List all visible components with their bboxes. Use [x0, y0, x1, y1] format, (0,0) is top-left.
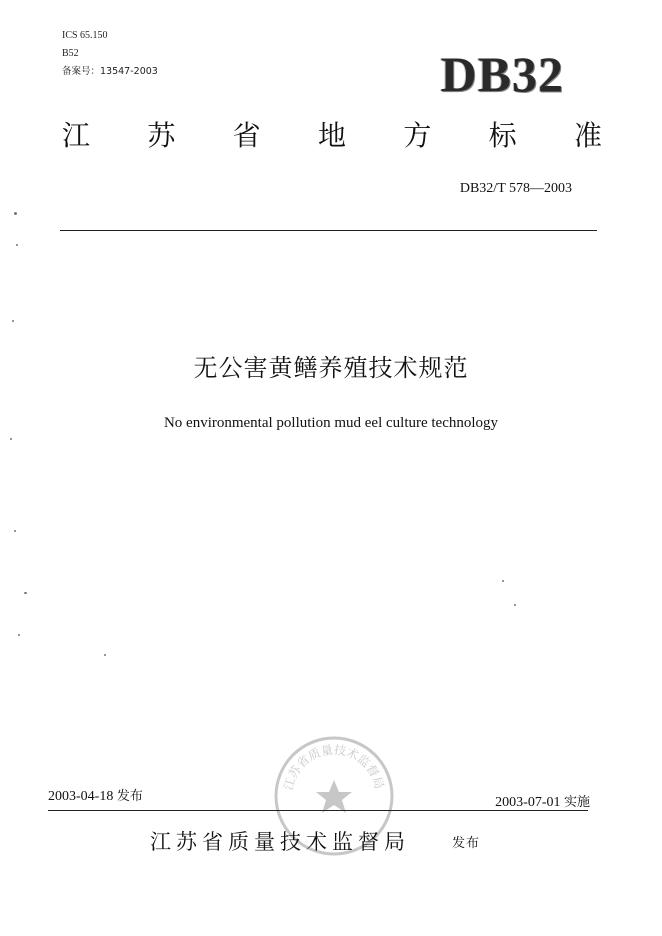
document-title: 无公害黄鳝养殖技术规范: [193, 354, 469, 382]
scan-speck: [14, 212, 17, 215]
issuing-authority-suffix: 发布: [452, 836, 481, 851]
issue-date-value: 2003-04-18: [48, 789, 114, 804]
registration-number: 备案号：13547-2003: [62, 66, 158, 77]
scan-speck: [18, 634, 20, 636]
heading-char: 准: [573, 119, 602, 152]
category-code: B52: [62, 48, 79, 59]
issue-date-label: 发布: [116, 789, 143, 804]
svg-text:江苏省质量技术监督局: [281, 742, 386, 792]
heading-char: 省: [232, 119, 261, 152]
star-icon: [316, 780, 352, 813]
scan-speck: [12, 320, 14, 322]
scan-speck: [502, 580, 504, 582]
local-standard-heading: [62, 118, 602, 154]
heading-char: 苏: [147, 119, 176, 152]
scan-speck: [14, 530, 16, 532]
issuing-authority: 江苏省质量技术监督局: [150, 830, 410, 854]
heading-char: 方: [403, 119, 432, 152]
standard-code-logo: DB32: [440, 46, 564, 102]
heading-char: 江: [62, 119, 91, 152]
heading-char: 标: [488, 119, 517, 152]
implementation-date-value: 2003-07-01: [495, 795, 561, 810]
issue-date: [48, 788, 143, 806]
seal-text: 江苏省质量技术监督局: [281, 742, 387, 792]
ics-code: ICS 65.150: [62, 30, 108, 41]
scan-speck: [10, 438, 12, 440]
implementation-date-label: 实施: [563, 795, 590, 810]
scan-speck: [104, 654, 106, 656]
footer-divider: [48, 810, 588, 811]
header-divider: [60, 230, 597, 231]
document-subtitle: No environmental pollution mud eel culture technology: [163, 415, 499, 431]
heading-char: 地: [317, 119, 346, 152]
scan-speck: [514, 604, 516, 606]
standard-number: DB32/T 578—2003: [459, 181, 572, 196]
scan-speck: [16, 244, 18, 246]
scan-speck: [24, 592, 27, 594]
